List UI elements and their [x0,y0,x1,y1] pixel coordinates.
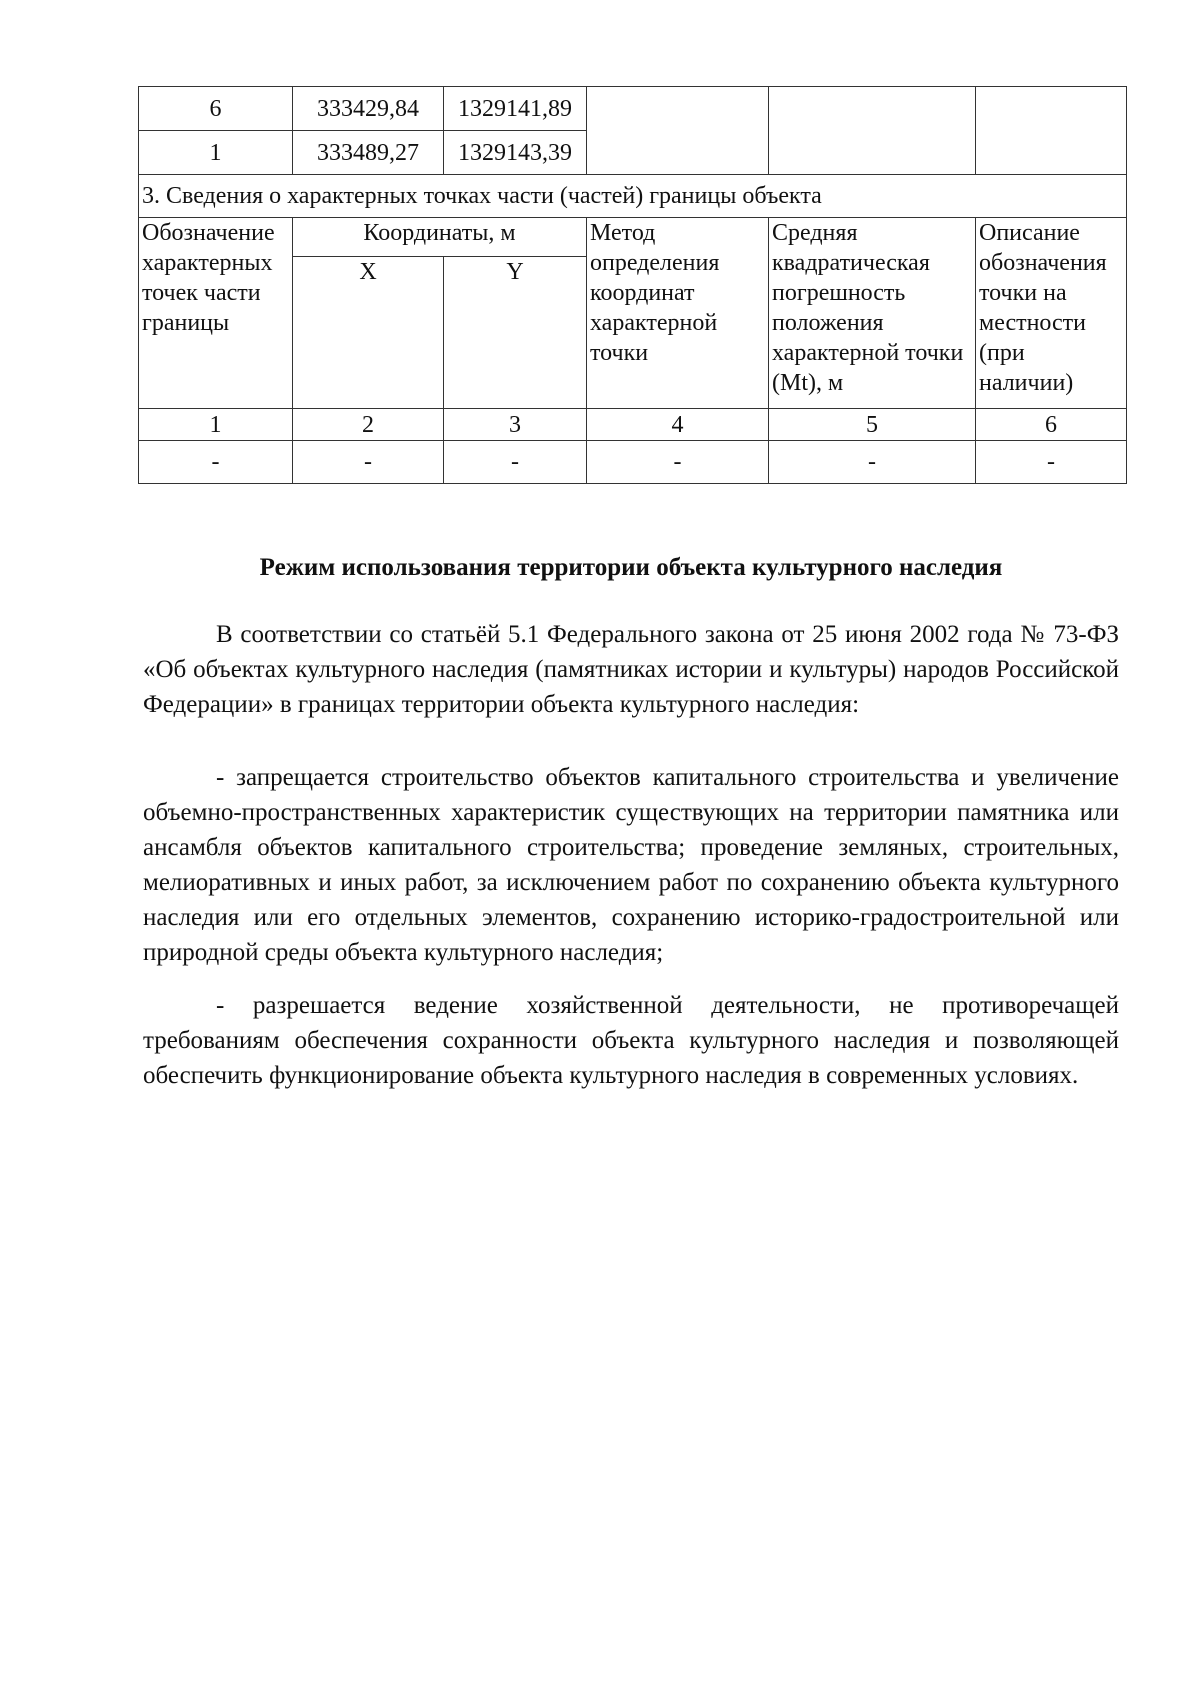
section-title: 3. Сведения о характерных точках части (частей) границы объекта [139,175,1127,218]
empty-error-cell [769,87,976,175]
empty-value-cell: - [139,441,293,484]
table-row [139,87,1127,131]
empty-description-cell [976,87,1127,175]
point-number-cell: 1 [139,131,293,175]
point-number-cell: 6 [139,87,293,131]
y-coordinate-cell: 1329141,89 [444,87,587,131]
column-numbers-row [139,409,1127,441]
section-title-row [139,175,1127,218]
section-heading: Режим использования территории объекта культурного наследия [259,554,1003,581]
paragraph: В соответствии со статьёй 5.1 Федерального закона от 25 июня 2002 года № 73-ФЗ «Об объектах культурного наследия (памятниках истории и культуры) народов Российской Федерации» в границах территории объекта культурного наследия: [143,621,1119,718]
column-number: 6 [976,409,1127,441]
empty-value-cell: - [976,441,1127,484]
empty-method-cell [587,87,769,175]
header-error: Средняя квадратическая погрешность положения характерной точки (Mt), м [769,218,976,409]
empty-value-cell: - [769,441,976,484]
paragraph: - разрешается ведение хозяйственной деятельности, не противоречащей требованиям обеспечения сохранности объекта культурного наследия и позволяющей обеспечить функционирование объекта культурного наследия в современных условиях. [143,992,1119,1089]
y-coordinate-cell: 1329143,39 [444,131,587,175]
header-coordinates: Координаты, м [293,218,587,257]
column-number: 2 [293,409,444,441]
column-number: 1 [139,409,293,441]
header-y: Y [444,257,587,409]
coordinates-table [138,86,1127,484]
header-method: Метод определения координат характерной точки [587,218,769,409]
paragraph: - запрещается строительство объектов капитального строительства и увеличение объемно-пространственных характеристик существующих на территории памятника или ансамбля объектов капитального строительства; проведение земляных, строительных, мелиоративных и иных работ, за исключением работ по сохранению объекта культурного наследия или его отдельных элементов, сохранению историко-градостроительной или природной среды объекта культурного наследия; [143,764,1119,966]
header-description: Описание обозначения точки на местности (при наличии) [976,218,1127,409]
x-coordinate-cell: 333489,27 [293,131,444,175]
column-number: 4 [587,409,769,441]
empty-value-cell: - [444,441,587,484]
header-designation: Обозначение характерных точек части границы [139,218,293,409]
empty-value-cell: - [587,441,769,484]
column-number: 5 [769,409,976,441]
header-x: X [293,257,444,409]
empty-value-cell: - [293,441,444,484]
column-number: 3 [444,409,587,441]
header-row [139,218,1127,257]
x-coordinate-cell: 333429,84 [293,87,444,131]
table-row [139,441,1127,484]
